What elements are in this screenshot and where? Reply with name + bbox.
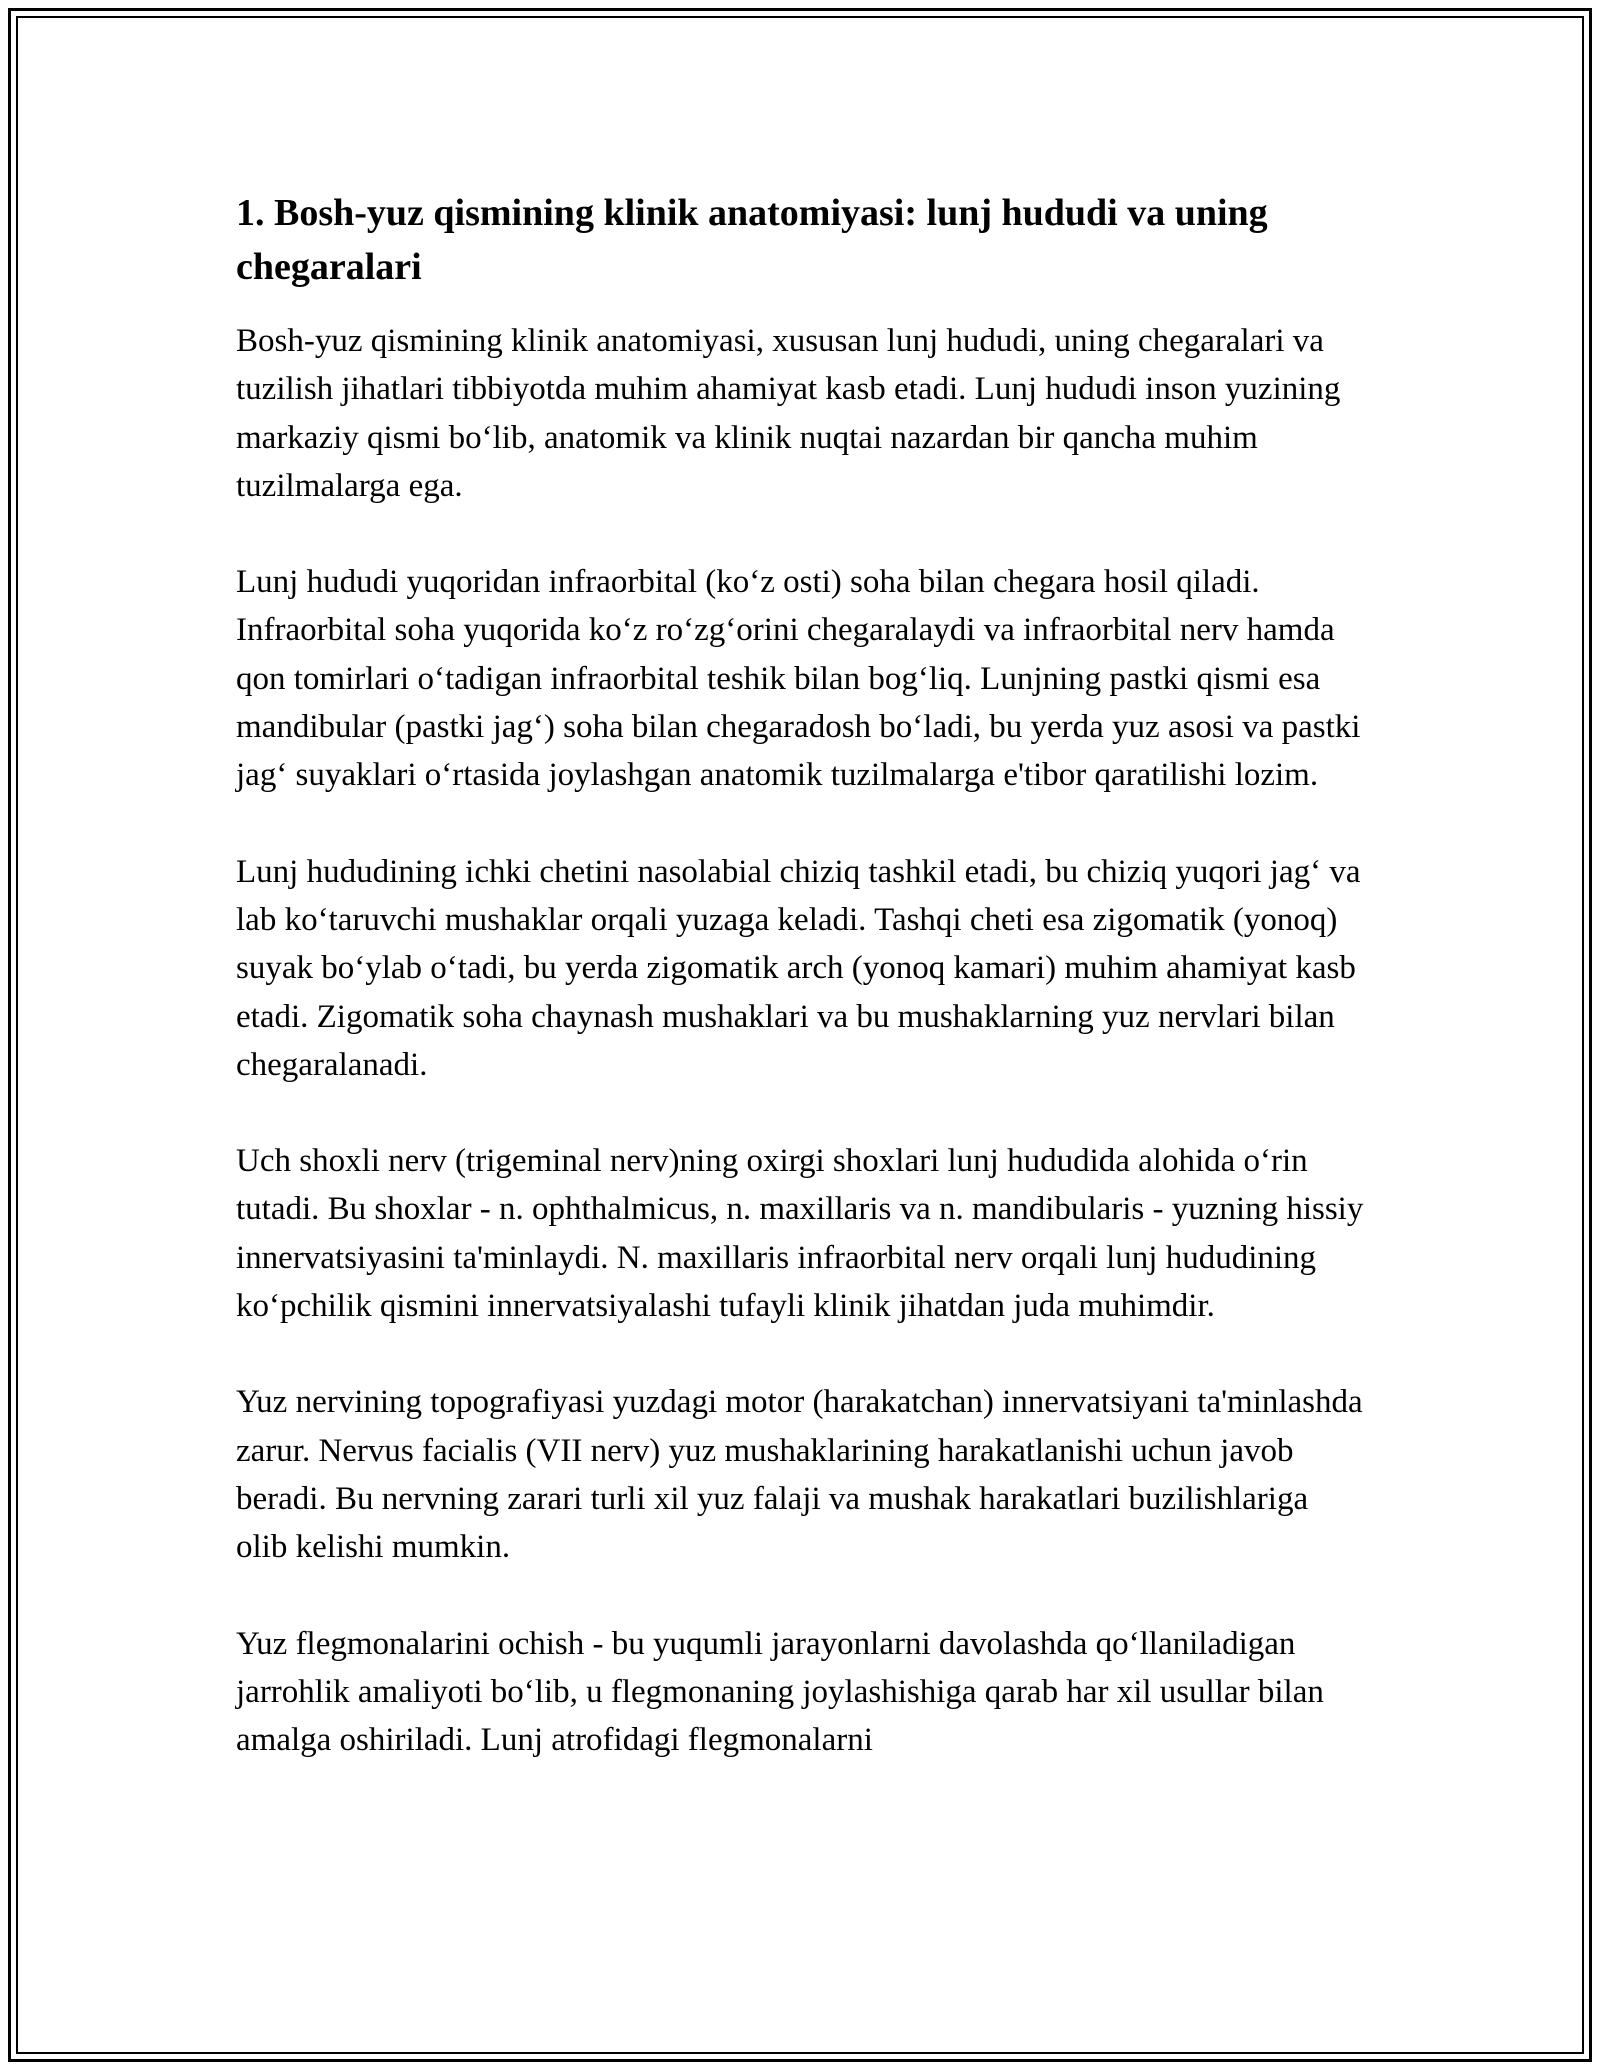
paragraph: Yuz flegmonalarini ochish - bu yuqumli jarayonlarni davolashda qo‘llaniladigan jarrohlik amaliyoti bo‘lib, u flegmonaning joylashishiga qarab har xil usullar bilan amalga oshiriladi. Lunj atrofidagi flegmonalarni [236,1625,1324,1759]
document-body [236,186,1366,1812]
paragraph: Lunj hududining ichki chetini nasolabial chiziq tashkil etadi, bu chiziq yuqori jag‘ va lab ko‘taruvchi mushaklar orqali yuzaga keladi. Tashqi cheti esa zigomatik (yonoq) suyak bo‘ylab o‘tadi, bu yerda zigomatik arch (yonoq kamari) muhim ahamiyat kasb etadi. Zigomatik soha chaynash mushaklari va bu mushaklarning yuz nervlari bilan chegaralanadi. [236,853,1361,1083]
paragraph: Uch shoxli nerv (trigeminal nerv)ning oxirgi shoxlari lunj hududida alohida o‘rin tutadi. Bu shoxlar - n. ophthalmicus, n. maxillaris va n. mandibularis - yuzning hissiy innervatsiyasini ta'minlaydi. N. maxillaris infraorbital nerv orqali lunj hududining ko‘pchilik qismini innervatsiyalashi tufayli klinik jihatdan juda muhimdir. [236,1143,1364,1325]
paragraph: Bosh-yuz qismining klinik anatomiyasi, xususan lunj hududi, uning chegaralari va tuzilish jihatlari tibbiyotda muhim ahamiyat kasb etadi. Lunj hududi inson yuzining markaziy qismi bo‘lib, anatomik va klinik nuqtai nazardan bir qancha muhim tuzilmalarga ega. [236,323,1341,504]
section-heading: 1. Bosh-yuz qismining klinik anatomiyasi: lunj hududi va uning chegaralari [236,192,1268,288]
paragraph: Lunj hududi yuqoridan infraorbital (ko‘z osti) soha bilan chegara hosil qiladi. Infraorbital soha yuqorida ko‘z ro‘zg‘orini chegaralaydi va infraorbital nerv hamda qon tomirlari o‘tadigan infraorbital teshik bilan bog‘liq. Lunjning pastki qismi esa mandibular (pastki jag‘) soha bilan chegaradosh bo‘ladi, bu yerda yuz asosi va pastki jag‘ suyaklari o‘rtasida joylashgan anatomik tuzilmalarga e'tibor qaratilishi lozim. [236,564,1361,794]
paragraph: Yuz nervining topografiyasi yuzdagi motor (harakatchan) innervatsiyani ta'minlashda zarur. Nervus facialis (VII nerv) yuz mushaklarining harakatlanishi uchun javob beradi. Bu nervning zarari turli xil yuz falaji va mushak harakatlari buzilishlariga olib kelishi mumkin. [236,1384,1363,1566]
